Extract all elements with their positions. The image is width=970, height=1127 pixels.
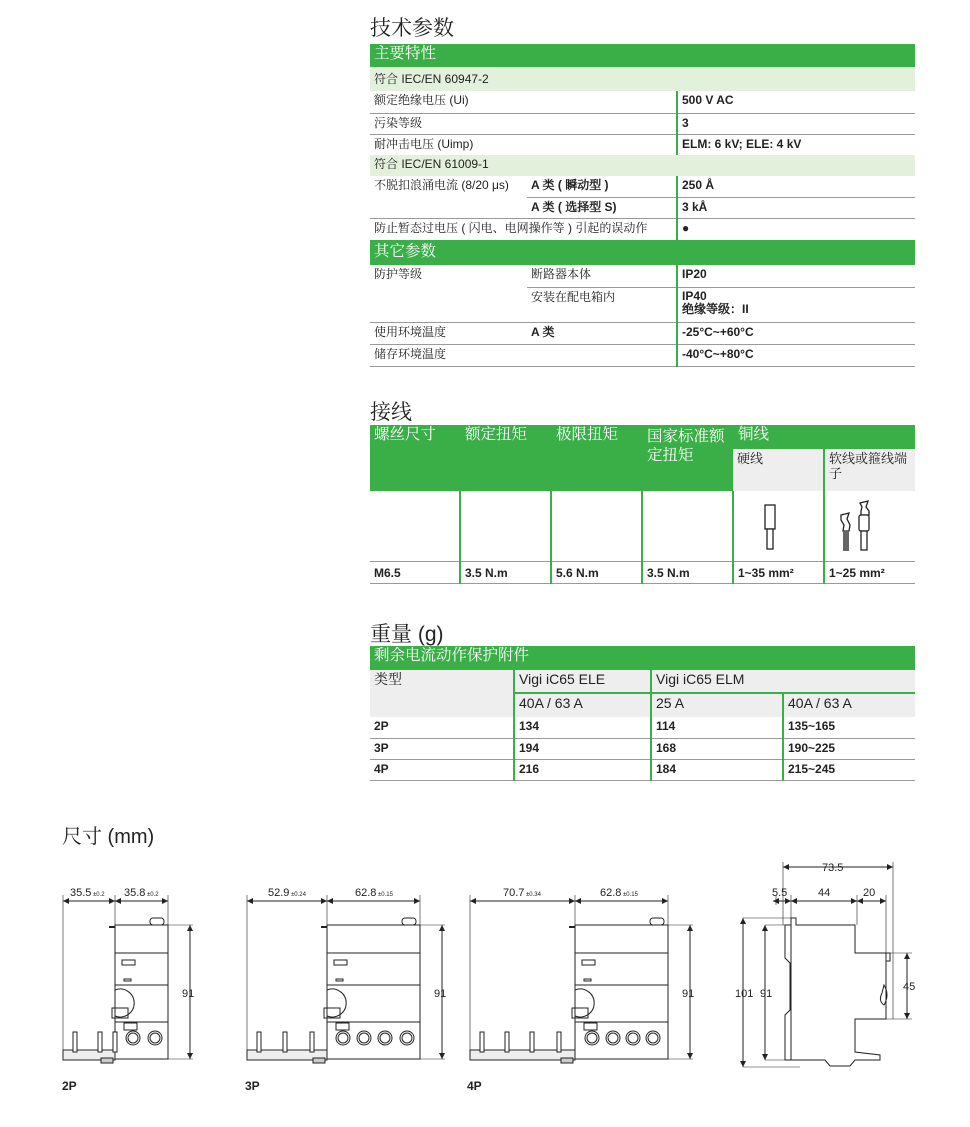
rating: 40A / 63 A xyxy=(783,693,915,717)
weight-header: 剩余电流动作保护附件 xyxy=(370,646,915,670)
std2: 符合 IEC/EN 61009-1 xyxy=(370,155,915,176)
connection-pole xyxy=(505,1032,509,1052)
use-temp-sub: A 类 xyxy=(527,322,677,344)
base-clip xyxy=(313,1058,325,1063)
dim-2p-right-tol: ±0.2 xyxy=(147,892,159,898)
dim-side-h-total: 101 xyxy=(735,988,754,1000)
protection-label: 防护等级 xyxy=(370,265,527,322)
cell: 190~225 xyxy=(783,738,915,759)
wiring-value: 1~35 mm² xyxy=(733,562,824,584)
protection-value: IP20 xyxy=(677,265,915,287)
dim-2p-left-tol: ±0.2 xyxy=(93,892,105,898)
std1: 符合 IEC/EN 60947-2 xyxy=(370,67,915,91)
dim-3p-left: 52.9 xyxy=(268,887,290,899)
dim-2p-right: 35.8 xyxy=(124,887,146,899)
connection-pole xyxy=(283,1032,287,1052)
spec-value: 500 V AC xyxy=(677,91,915,113)
tech-title: 技术参数 xyxy=(370,17,454,40)
connection-pole xyxy=(310,1032,314,1052)
dim-side-d1: 5.5 xyxy=(772,887,788,899)
base-clip xyxy=(101,1058,113,1063)
ele-header: Vigi iC65 ELE xyxy=(514,670,651,693)
cell: 114 xyxy=(651,717,783,738)
dim-3p-left-tol: ±0.24 xyxy=(291,892,306,898)
cell: 4P xyxy=(370,759,514,780)
spec-label: 耐冲击电压 (Uimp) xyxy=(374,136,474,151)
use-temp-label: 使用环境温度 xyxy=(370,322,527,344)
transient-label: 防止暂态过电压 ( 闪电、电网操作等 ) 引起的误动作 xyxy=(374,220,648,235)
top-clip xyxy=(402,918,416,925)
dim-3p-height: 91 xyxy=(434,988,447,1000)
protection-sub: 安装在配电箱内 xyxy=(527,287,677,322)
main-header: 主要特性 xyxy=(370,44,915,67)
wiring-title: 接线 xyxy=(370,401,412,424)
wiring-value: 5.6 N.m xyxy=(551,562,642,584)
top-clip xyxy=(150,918,164,925)
dim-4p-left: 70.7 xyxy=(503,887,525,899)
connection-pole xyxy=(530,1032,534,1052)
cell: 194 xyxy=(514,738,651,759)
cell: 215~245 xyxy=(783,759,915,780)
cell: 216 xyxy=(514,759,651,780)
dim-3p-right: 62.8 xyxy=(355,887,377,899)
wiring-subheader-flexible: 软线或箍线端子 xyxy=(824,449,915,491)
wiring-value: 1~25 mm² xyxy=(824,562,915,584)
dim-2p-left: 35.5 xyxy=(70,887,92,899)
wiring-header-national-torque: 国家标准额定扭矩 xyxy=(642,425,733,491)
surge-sub: A 类 ( 选择型 S) xyxy=(527,197,677,218)
dim-side-h-front: 45 xyxy=(903,981,916,993)
connection-pole xyxy=(113,1032,117,1052)
connection-pole xyxy=(98,1032,102,1052)
store-temp-value: -40°C~+80°C xyxy=(677,344,915,366)
wiring-value: M6.5 xyxy=(374,566,401,580)
rating: 40A / 63 A xyxy=(514,693,651,717)
connection-pole xyxy=(480,1032,484,1052)
label-4p: 4P xyxy=(467,1079,482,1093)
insulation-class: 绝缘等级：II xyxy=(682,301,749,316)
surge-sub: A 类 ( 瞬动型 ) xyxy=(527,176,677,197)
surge-value: 3 kÅ xyxy=(677,197,915,218)
wiring-header-torque: 额定扭矩 xyxy=(460,425,551,491)
label-3p: 3P xyxy=(245,1079,260,1093)
side-profile xyxy=(785,918,886,1066)
dim-4p-right-tol: ±0.15 xyxy=(623,892,638,898)
top-clip xyxy=(650,918,664,925)
dim-4p-left-tol: ±0.34 xyxy=(526,892,541,898)
cell: 134 xyxy=(514,717,651,738)
transient-value: ● xyxy=(677,218,915,240)
dim-side-d3: 20 xyxy=(863,887,876,899)
spec-value: 3 xyxy=(677,113,915,134)
rating: 25 A xyxy=(651,693,783,717)
wiring-header-max-torque: 极限扭矩 xyxy=(551,425,642,491)
connection-pole xyxy=(557,1032,561,1052)
wiring-header-copper: 铜线 xyxy=(733,425,915,449)
surge-value: 250 Å xyxy=(677,176,915,197)
use-temp-value: -25°C~+60°C xyxy=(677,322,915,344)
connection-pole xyxy=(73,1032,77,1052)
cell: 168 xyxy=(651,738,783,759)
elm-header: Vigi iC65 ELM xyxy=(651,670,915,693)
base-clip xyxy=(561,1058,573,1063)
protection-sub: 断路器本体 xyxy=(527,265,677,287)
other-header: 其它参数 xyxy=(370,240,915,265)
wiring-header-screw: 螺丝尺寸 xyxy=(370,425,460,491)
connection-pole xyxy=(257,1032,261,1052)
cell: 135~165 xyxy=(783,717,915,738)
cell: 184 xyxy=(651,759,783,780)
dim-4p-height: 91 xyxy=(682,988,695,1000)
spec-label: 污染等级 xyxy=(370,113,677,134)
dim-4p-right: 62.8 xyxy=(600,887,622,899)
store-temp-label: 储存环境温度 xyxy=(370,344,527,366)
spec-value: ELM: 6 kV; ELE: 4 kV xyxy=(677,134,915,155)
wiring-value: 3.5 N.m xyxy=(460,562,551,584)
dim-side-depth: 73.5 xyxy=(822,862,844,874)
dim-2p-height: 91 xyxy=(182,988,195,1000)
wiring-subheader-rigid: 硬线 xyxy=(733,449,824,491)
type-label: 类型 xyxy=(370,670,514,717)
wiring-value: 3.5 N.m xyxy=(642,562,733,584)
surge-label: 不脱扣浪涌电流 (8/20 μs) xyxy=(370,176,527,218)
label-2p: 2P xyxy=(62,1079,77,1093)
protection-value: IP40 xyxy=(682,288,707,303)
cell: 3P xyxy=(370,738,514,759)
spec-label: 额定绝缘电压 (Ui) xyxy=(370,91,677,113)
side-clip xyxy=(886,953,890,961)
dim-side-d2: 44 xyxy=(818,887,831,899)
dimensions-title: 尺寸 (mm) xyxy=(62,826,155,848)
weight-title: 重量 (g) xyxy=(370,623,444,646)
cell: 2P xyxy=(370,717,514,738)
dim-3p-right-tol: ±0.15 xyxy=(378,892,393,898)
dim-side-h-body: 91 xyxy=(760,988,773,1000)
